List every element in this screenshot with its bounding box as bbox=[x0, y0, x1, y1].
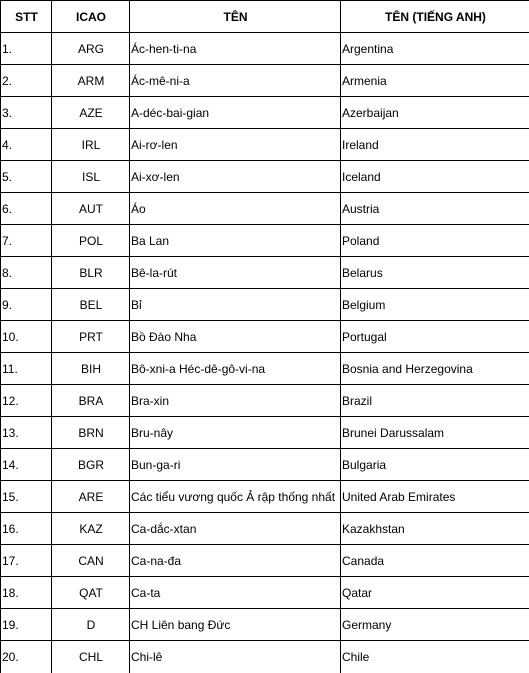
table-row bbox=[1, 385, 529, 417]
row-number: 12. bbox=[1, 385, 52, 417]
english-name: Poland bbox=[341, 225, 529, 257]
vietnamese-name: Bê-la-rút bbox=[130, 257, 341, 289]
english-name: Iceland bbox=[341, 161, 529, 193]
table-row bbox=[1, 257, 529, 289]
table-row bbox=[1, 193, 529, 225]
icao-code: ARE bbox=[52, 481, 130, 513]
icao-code: AZE bbox=[52, 97, 130, 129]
vietnamese-name: Ba Lan bbox=[130, 225, 341, 257]
english-name: Canada bbox=[341, 545, 529, 577]
vietnamese-name: Ca-dắc-xtan bbox=[130, 513, 341, 545]
icao-code: POL bbox=[52, 225, 130, 257]
icao-code: BRA bbox=[52, 385, 130, 417]
english-name: Chile bbox=[341, 641, 529, 673]
icao-code: IRL bbox=[52, 129, 130, 161]
icao-code: ARG bbox=[52, 33, 130, 65]
header-stt: STT bbox=[1, 1, 52, 33]
table-row bbox=[1, 97, 529, 129]
row-number: 18. bbox=[1, 577, 52, 609]
table-row bbox=[1, 513, 529, 545]
table-row bbox=[1, 65, 529, 97]
vietnamese-name: Ai-rơ-len bbox=[130, 129, 341, 161]
row-number: 6. bbox=[1, 193, 52, 225]
table-body bbox=[1, 33, 529, 673]
english-name: Bulgaria bbox=[341, 449, 529, 481]
table-row bbox=[1, 353, 529, 385]
row-number: 17. bbox=[1, 545, 52, 577]
row-number: 2. bbox=[1, 65, 52, 97]
vietnamese-name: Chi-lê bbox=[130, 641, 341, 673]
table-row bbox=[1, 449, 529, 481]
table-row bbox=[1, 641, 529, 673]
row-number: 9. bbox=[1, 289, 52, 321]
english-name: Brazil bbox=[341, 385, 529, 417]
icao-code: BLR bbox=[52, 257, 130, 289]
table-header-row bbox=[1, 1, 529, 33]
header-icao: ICAO bbox=[52, 1, 130, 33]
table-row bbox=[1, 545, 529, 577]
table-row bbox=[1, 129, 529, 161]
table-row bbox=[1, 417, 529, 449]
english-name: Belarus bbox=[341, 257, 529, 289]
vietnamese-name: Ca-ta bbox=[130, 577, 341, 609]
table-row bbox=[1, 321, 529, 353]
english-name: Armenia bbox=[341, 65, 529, 97]
vietnamese-name: Bun-ga-ri bbox=[130, 449, 341, 481]
english-name: Belgium bbox=[341, 289, 529, 321]
english-name: Azerbaijan bbox=[341, 97, 529, 129]
icao-code: BRN bbox=[52, 417, 130, 449]
icao-code: BIH bbox=[52, 353, 130, 385]
table-row bbox=[1, 161, 529, 193]
header-ten-tieng-anh: TÊN (TIẾNG ANH) bbox=[341, 1, 529, 33]
icao-code: BEL bbox=[52, 289, 130, 321]
row-number: 11. bbox=[1, 353, 52, 385]
table-row bbox=[1, 225, 529, 257]
english-name: Qatar bbox=[341, 577, 529, 609]
row-number: 16. bbox=[1, 513, 52, 545]
vietnamese-name: Ác-mê-ni-a bbox=[130, 65, 341, 97]
english-name: United Arab Emirates bbox=[341, 481, 529, 513]
icao-code: BGR bbox=[52, 449, 130, 481]
vietnamese-name: Các tiểu vương quốc Ả rập thống nhất bbox=[130, 481, 341, 513]
vietnamese-name: A-déc-bai-gian bbox=[130, 97, 341, 129]
vietnamese-name: Bồ Đào Nha bbox=[130, 321, 341, 353]
icao-code: AUT bbox=[52, 193, 130, 225]
english-name: Germany bbox=[341, 609, 529, 641]
icao-code: ISL bbox=[52, 161, 130, 193]
row-number: 1. bbox=[1, 33, 52, 65]
icao-code: CAN bbox=[52, 545, 130, 577]
row-number: 14. bbox=[1, 449, 52, 481]
icao-code: PRT bbox=[52, 321, 130, 353]
vietnamese-name: Bru-nây bbox=[130, 417, 341, 449]
vietnamese-name: Bô-xni-a Héc-dê-gô-vi-na bbox=[130, 353, 341, 385]
english-name: Kazakhstan bbox=[341, 513, 529, 545]
english-name: Brunei Darussalam bbox=[341, 417, 529, 449]
table-row bbox=[1, 289, 529, 321]
icao-code: KAZ bbox=[52, 513, 130, 545]
icao-code: ARM bbox=[52, 65, 130, 97]
vietnamese-name: Áo bbox=[130, 193, 341, 225]
english-name: Portugal bbox=[341, 321, 529, 353]
row-number: 8. bbox=[1, 257, 52, 289]
icao-code: QAT bbox=[52, 577, 130, 609]
row-number: 13. bbox=[1, 417, 52, 449]
vietnamese-name: CH Liên bang Đức bbox=[130, 609, 341, 641]
row-number: 4. bbox=[1, 129, 52, 161]
row-number: 20. bbox=[1, 641, 52, 673]
table-row bbox=[1, 33, 529, 65]
row-number: 10. bbox=[1, 321, 52, 353]
vietnamese-name: Bỉ bbox=[130, 289, 341, 321]
table-row bbox=[1, 481, 529, 513]
row-number: 3. bbox=[1, 97, 52, 129]
vietnamese-name: Ai-xơ-len bbox=[130, 161, 341, 193]
table-row bbox=[1, 577, 529, 609]
english-name: Argentina bbox=[341, 33, 529, 65]
row-number: 5. bbox=[1, 161, 52, 193]
row-number: 15. bbox=[1, 481, 52, 513]
english-name: Bosnia and Herzegovina bbox=[341, 353, 529, 385]
header-ten: TÊN bbox=[130, 1, 341, 33]
table-row bbox=[1, 609, 529, 641]
vietnamese-name: Bra-xin bbox=[130, 385, 341, 417]
row-number: 19. bbox=[1, 609, 52, 641]
icao-code: CHL bbox=[52, 641, 130, 673]
row-number: 7. bbox=[1, 225, 52, 257]
english-name: Ireland bbox=[341, 129, 529, 161]
icao-code: D bbox=[52, 609, 130, 641]
english-name: Austria bbox=[341, 193, 529, 225]
vietnamese-name: Ác-hen-ti-na bbox=[130, 33, 341, 65]
vietnamese-name: Ca-na-đa bbox=[130, 545, 341, 577]
